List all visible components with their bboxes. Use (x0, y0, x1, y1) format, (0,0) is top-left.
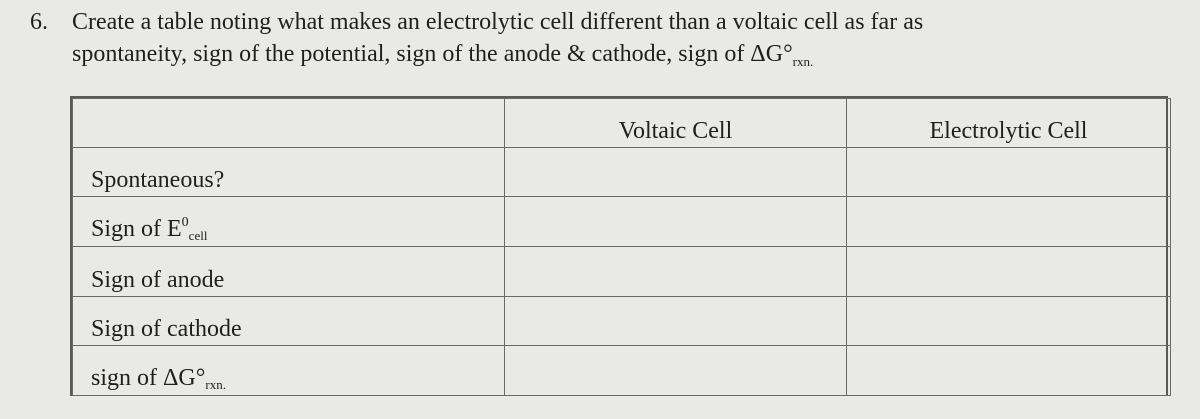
voltaic-delta-g-cell[interactable] (505, 346, 847, 396)
electrolytic-ecell-cell[interactable] (847, 197, 1171, 247)
voltaic-anode-cell[interactable] (505, 246, 847, 296)
row-label-sign-delta-g (73, 346, 505, 396)
electrolytic-delta-g-cell[interactable] (847, 346, 1171, 396)
row-label-sign-ecell (73, 197, 505, 247)
row-label-subscript: cell (188, 227, 208, 243)
table-row (73, 346, 1171, 396)
electrolytic-spontaneous-cell[interactable] (847, 147, 1171, 197)
electrolytic-cathode-cell[interactable] (847, 296, 1171, 346)
row-label-text: Spontaneous? (91, 167, 225, 194)
question-line-2-main: spontaneity, sign of the potential, sign of the anode & cathode, sign of ΔG° (72, 41, 793, 67)
row-label-text: sign of ΔG° (91, 365, 206, 391)
header-voltaic-cell: Voltaic Cell (505, 99, 847, 148)
question-text (72, 6, 1180, 78)
row-label-text: Sign of E (91, 215, 182, 242)
electrolytic-anode-cell[interactable] (847, 246, 1171, 296)
table-row (73, 197, 1171, 247)
table-row (73, 147, 1171, 197)
row-label-sign-anode (73, 246, 505, 296)
voltaic-ecell-cell[interactable] (505, 197, 847, 247)
comparison-table-grid (72, 98, 1171, 396)
row-label-text: Sign of anode (91, 266, 225, 293)
row-label-superscript: 0 (181, 214, 189, 230)
table-header-row (73, 99, 1171, 148)
row-label-subscript: rxn. (205, 377, 226, 392)
question-line-2-subscript: rxn. (792, 54, 814, 69)
header-blank-cell (73, 99, 505, 148)
voltaic-cathode-cell[interactable] (505, 296, 847, 346)
table-row (73, 296, 1171, 346)
comparison-table (70, 96, 1168, 396)
question-number: 6. (30, 9, 48, 35)
table-row (73, 246, 1171, 296)
question-line-1: Create a table noting what makes an electrolytic cell different than a voltaic cell as far as (72, 9, 924, 35)
question-prompt (30, 6, 1180, 78)
header-electrolytic-cell: Electrolytic Cell (847, 99, 1171, 148)
question-line-2 (72, 38, 1180, 78)
voltaic-spontaneous-cell[interactable] (505, 147, 847, 197)
row-label-spontaneous (73, 147, 505, 197)
row-label-text: Sign of cathode (91, 316, 242, 343)
row-label-sign-cathode (73, 296, 505, 346)
